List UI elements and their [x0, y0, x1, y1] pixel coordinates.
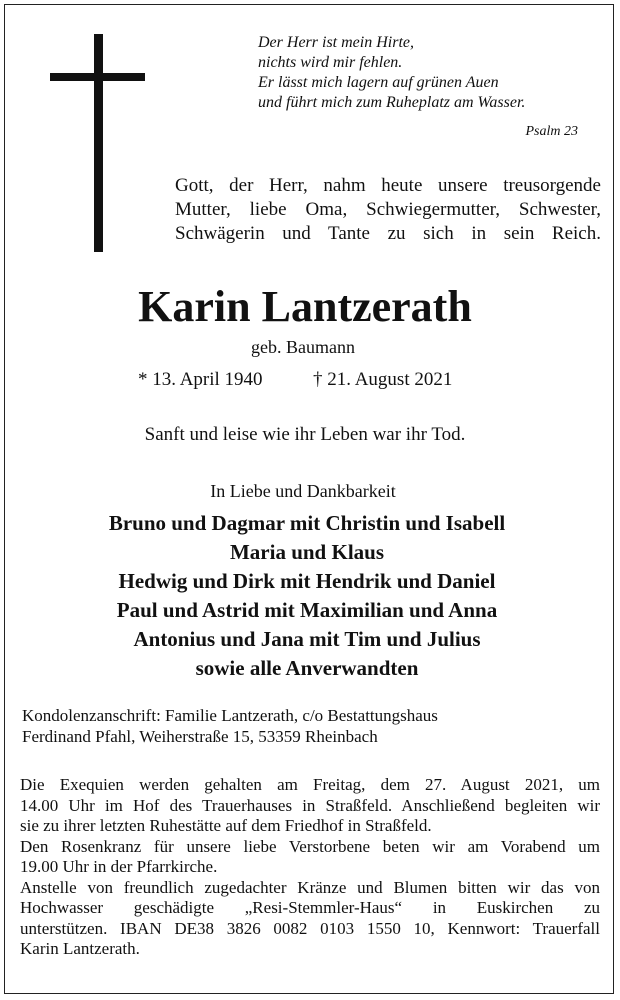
details-line: Die Exequien werden gehalten am Freitag, dem 27. August 2021, um	[20, 775, 600, 794]
details-line: sie zu ihrer letzten Ruhestätte auf dem Friedhof in Straßfeld.	[20, 816, 432, 835]
life-dates	[138, 367, 478, 393]
condolence-address	[22, 705, 542, 747]
mourner-line: Maria und Klaus	[229, 540, 385, 564]
psalm-line: nichts wird mir fehlen.	[258, 54, 403, 71]
details-line: Karin Lantzerath.	[20, 939, 140, 958]
cross-horizontal-bar	[50, 73, 145, 81]
gratitude-line: In Liebe und Dankbarkeit	[210, 481, 396, 501]
service-details	[20, 775, 600, 960]
psalm-line: und führt mich zum Ruheplatz am Wasser.	[258, 94, 526, 111]
intro-line: Schwägerin und Tante zu sich in sein Reich.	[175, 223, 601, 244]
intro-line: Mutter, liebe Oma, Schwiegermutter, Schwester,	[175, 199, 601, 220]
details-line: 14.00 Uhr im Hof des Trauerhauses in Straßfeld. Anschließend begleiten wir	[20, 795, 600, 815]
address-line: Ferdinand Pfahl, Weiherstraße 15, 53359 Rheinbach	[22, 727, 378, 746]
details-line: unterstützen. IBAN DE38 3826 0082 0103 1550 10, Kennwort: Trauerfall	[20, 918, 600, 938]
mourner-line: Bruno und Dagmar mit Christin und Isabell	[108, 511, 506, 535]
details-line: 19.00 Uhr in der Pfarrkirche.	[20, 857, 218, 876]
mourners-list	[0, 509, 614, 683]
psalm-line: Der Herr ist mein Hirte,	[258, 34, 414, 51]
death-date: † 21. August 2021	[313, 369, 453, 390]
intro-paragraph	[175, 174, 601, 246]
psalm-reference: Psalm 23	[525, 124, 578, 139]
birth-date: * 13. April 1940	[138, 369, 263, 390]
intro-line: Gott, der Herr, nahm heute unsere treusorgende	[175, 175, 601, 196]
cross-vertical-bar	[94, 34, 103, 252]
mourner-line: Hedwig und Dirk mit Hendrik und Daniel	[118, 569, 496, 593]
details-line: Hochwasser geschädigte „Resi-Stemmler-Haus“ in Euskirchen zu	[20, 898, 600, 917]
maiden-name: geb. Baumann	[251, 337, 355, 357]
mourner-line: Paul und Astrid mit Maximilian und Anna	[116, 598, 498, 622]
mourner-line: sowie alle Anverwandten	[195, 656, 419, 680]
psalm-quote	[258, 33, 598, 113]
deceased-name: Karin Lantzerath	[138, 282, 472, 331]
address-line: Kondolenzanschrift: Familie Lantzerath, c/o Bestattungshaus	[22, 706, 438, 725]
details-line: Den Rosenkranz für unsere liebe Verstorbene beten wir am Vorabend um	[20, 836, 600, 856]
motto: Sanft und leise wie ihr Leben war ihr Tod.	[144, 424, 466, 445]
mourner-line: Antonius und Jana mit Tim und Julius	[133, 627, 481, 651]
psalm-line: Er lässt mich lagern auf grünen Auen	[258, 74, 499, 91]
details-line: Anstelle von freundlich zugedachter Kränze und Blumen bitten wir das von	[20, 877, 600, 897]
